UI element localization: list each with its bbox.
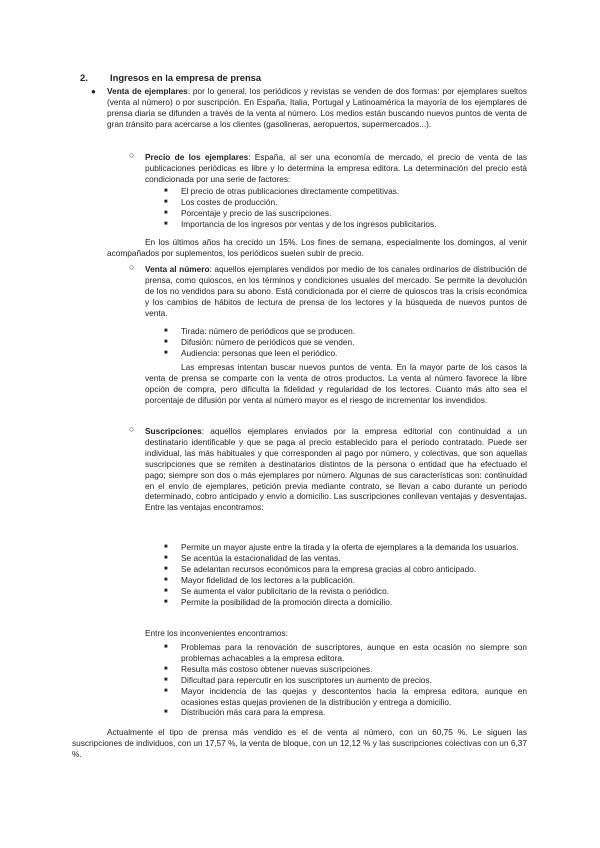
bullet-circle-icon: ○: [129, 150, 135, 160]
list-item: ■ El precio de otras publicaciones directamente competitivas.: [181, 186, 527, 197]
numero-text: : aquellos ejemplares vendidos por medio de los canales ordinarios de distribución de prensa, como quioscos, en los términos y condiciones usuales del mercado. Se permite la devolución de los no vendidos para su abono. Está condicionada por el cierre de quioscos tras la crisis económica y los cambios de hábitos de lectura de prensa de los lectores y la búsqueda de nuevos puntos de venta.: [145, 264, 528, 318]
numero-metrics-list: [181, 326, 527, 359]
list-item: ■ Tirada: número de periódicos que se producen.: [181, 326, 527, 337]
list-item: ■ Resulta más costoso obtener nuevas suscripciones.: [181, 664, 527, 675]
bullet-dot-icon: ●: [91, 87, 96, 96]
list-item: ■ Mayor fidelidad de los lectores a la publicación.: [181, 575, 527, 586]
numero-paragraph: [145, 264, 527, 319]
list-item: ■ Distribución más cara para la empresa.: [181, 707, 527, 718]
list-item: ■ Mayor incidencia de las quejas y descontentos hacia la empresa editora, aunque en ocasiones estas quejas provienen de la distribución y entrega a domicilio.: [181, 686, 527, 708]
numero-label: Venta al número: [145, 264, 210, 274]
inconvenientes-intro: Entre los inconvenientes encontramos:: [145, 628, 288, 638]
list-item: ■ Los costes de producción.: [181, 197, 527, 208]
section-number: 2.: [80, 72, 88, 83]
list-item: ■ Permite la posibilidad de la promoción directa a domicilio.: [181, 597, 527, 608]
list-item: ■ Difusión: número de periódicos que se venden.: [181, 337, 527, 348]
venta-ejemplares-label: Venta de ejemplares: [107, 86, 188, 96]
list-item: ■ Porcentaje y precio de las suscripciones.: [181, 208, 527, 219]
bullet-circle-icon: ○: [129, 262, 135, 272]
section-heading: [80, 72, 261, 83]
list-item: ■ Problemas para la renovación de suscriptores, aunque en esta ocasión no siempre son problemas achacables a la empresa editora.: [181, 642, 527, 664]
precio-label: Precio de los ejemplares: [145, 152, 249, 162]
suscripciones-label: Suscripciones: [145, 426, 202, 436]
suscripciones-paragraph: [145, 426, 527, 513]
precio-factors-list: [181, 186, 527, 230]
inconvenientes-list: [181, 642, 527, 718]
precio-after-paragraph: En los últimos años ha crecido un 15%. Los fines de semana, especialmente los domingos, al venir acompañados por suplementos, los periódicos suelen subir de precio.: [107, 237, 527, 258]
venta-ejemplares-text: : por lo general, los periódicos y revistas se venden de dos formas: por ejemplares sueltos (venta al número) o por suscripción. En España, Italia, Portugal y Latinoamérica la mayoría de los ejemplares de prensa diaria se difunden a través de la venta al número. Los medios están buscando nuevos puntos de venta de gran tránsito para acercarse a los clientes (gasolineras, aeropuertos, supermercados...).: [107, 86, 527, 129]
list-item: ■ Se adelantan recursos económicos para la empresa gracias al cobro anticipado.: [181, 564, 527, 575]
numero-after-paragraph: Las empresas intentan buscar nuevos puntos de venta. En la mayor parte de los casos la venta de prensa se comparte con la venta de otros productos. La venta al número favorece la libre opción de compra, pero dificulta la fidelidad y regularidad de los lectores. Cuanto más alto sea el porcentaje de difusión por venta al número mayor es el riesgo de incrementar los invendidos.: [145, 362, 527, 405]
section-title: Ingresos en la empresa de prensa: [110, 72, 262, 83]
list-item: ■ Se aumenta el valor publicitario de la revista o periódico.: [181, 586, 527, 597]
closing-paragraph: Actualmente el tipo de prensa más vendido es el de venta al número, con un 60,75 %. Le siguen las suscripciones de individuos, con un 17,57 %, la venta de bloque, con un 12,12 % y las suscripciones colectivas con un 6,37 %.: [72, 727, 527, 759]
list-item: ■ Dificultad para repercutir en los suscriptores un aumento de precios.: [181, 675, 527, 686]
precio-paragraph: [145, 152, 527, 185]
list-item: ■ Permite un mayor ajuste entre la tirada y la oferta de ejemplares a la demanda los usuarios.: [181, 542, 527, 553]
ventajas-list: [181, 542, 527, 607]
list-item: ■ Importancia de los ingresos por ventas y de los ingresos publicitarios.: [181, 219, 527, 230]
precio-text: : España, al ser una economía de mercado, el precio de venta de las publicaciones periódicas es libre y lo determina la empresa editora. La determinación del precio está condicionada por una serie de factores:: [145, 152, 527, 184]
suscripciones-text: : aquellos ejemplares enviados por la empresa editorial con continuidad a un destinatario identificable y que se paga al precio establecido para el periodo contratado. Puede ser individual, las más habituales y que corresponden al pago por número, y colectivas, que son aquellas suscripciones que se remiten a destinatarios distintos de la persona o entidad que ha efectuado el pago; siempre son dos o más ejemplares por número. Algunas de sus características son: continuidad en el envío de ejemplares, petición previa mediante contrato, se llevan a cabo durante un periodo determinado, cobro anticipado y envío a domicilio. Las suscripciones conllevan ventajas y desventajas. Entre las ventajas encontramos:: [145, 426, 527, 513]
venta-ejemplares-paragraph: [107, 86, 527, 130]
list-item: ■ Se acentúa la estacionalidad de las ventas.: [181, 553, 527, 564]
bullet-circle-icon: ○: [129, 424, 135, 434]
list-item: ■ Audiencia: personas que leen el periódico.: [181, 348, 527, 359]
